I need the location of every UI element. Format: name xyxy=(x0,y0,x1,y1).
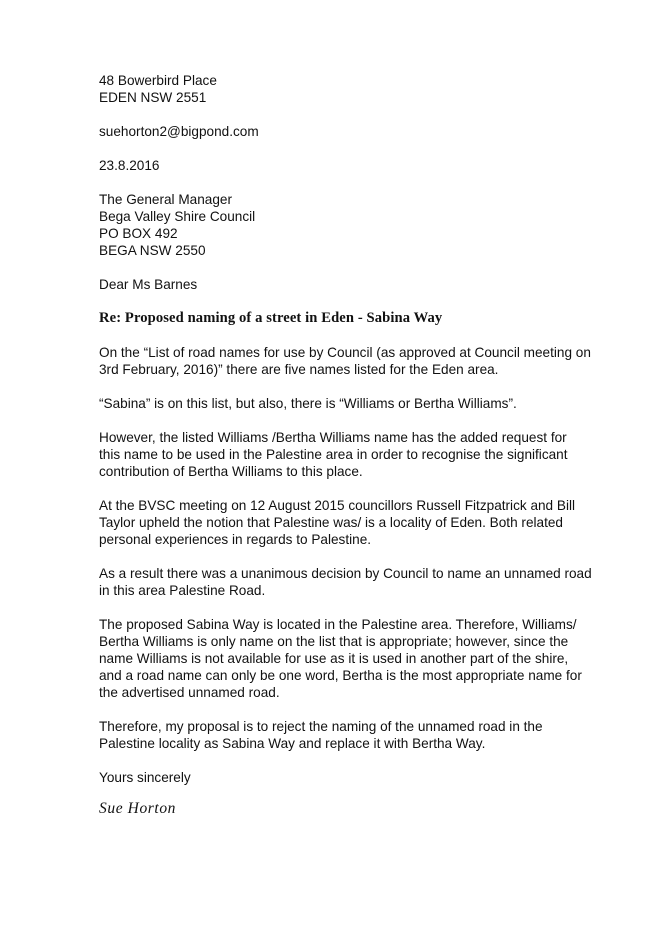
paragraph-line: Palestine locality as Sabina Way and replace it with Bertha Way. xyxy=(99,736,486,751)
recipient-line: The General Manager xyxy=(99,192,232,207)
recipient-block xyxy=(99,191,602,259)
paragraph-line: this name to be used in the Palestine area in order to recognise the significant xyxy=(99,447,568,462)
signature: Sue Horton xyxy=(99,800,177,817)
paragraph-line: The proposed Sabina Way is located in the Palestine area. Therefore, Williams/ xyxy=(99,617,577,632)
salutation: Dear Ms Barnes xyxy=(99,277,198,292)
paragraph-line: name Williams is not available for use as it is used in another part of the shire, xyxy=(99,651,569,666)
paragraph-line: 3rd February, 2016)” there are five names listed for the Eden area. xyxy=(99,362,499,377)
sender-address-line: 48 Bowerbird Place xyxy=(99,73,217,88)
sender-address-line: EDEN NSW 2551 xyxy=(99,90,207,105)
recipient-line: Bega Valley Shire Council xyxy=(99,209,256,224)
closing: Yours sincerely xyxy=(99,770,191,785)
paragraph-line: Therefore, my proposal is to reject the naming of the unnamed road in the xyxy=(99,719,543,734)
paragraph-line: On the “List of road names for use by Council (as approved at Council meeting on xyxy=(99,345,591,360)
sender-block xyxy=(99,72,602,106)
paragraph-line: personal experiences in regards to Palestine. xyxy=(99,532,372,547)
paragraph-line: At the BVSC meeting on 12 August 2015 councillors Russell Fitzpatrick and Bill xyxy=(99,498,576,513)
recipient-line: PO BOX 492 xyxy=(99,226,178,241)
body-paragraph xyxy=(99,497,602,548)
body-paragraph xyxy=(99,616,602,701)
paragraph-line: However, the listed Williams /Bertha Williams name has the added request for xyxy=(99,430,567,445)
sender-email: suehorton2@bigpond.com xyxy=(99,124,259,139)
body-paragraph xyxy=(99,718,602,752)
paragraph-line: As a result there was a unanimous decision by Council to name an unnamed road xyxy=(99,566,592,581)
paragraph-line: Bertha Williams is only name on the list that is appropriate; however, since the xyxy=(99,634,569,649)
paragraph-line: Taylor upheld the notion that Palestine was/ is a locality of Eden. Both related xyxy=(99,515,563,530)
paragraph-line: “Sabina” is on this list, but also, there is “Williams or Bertha Williams”. xyxy=(99,396,517,411)
body-paragraph xyxy=(99,344,602,378)
body-paragraph xyxy=(99,565,602,599)
paragraph-line: and a road name can only be one word, Bertha is the most appropriate name for xyxy=(99,668,582,683)
body-paragraph xyxy=(99,429,602,480)
body-paragraph xyxy=(99,395,602,412)
subject-line: Re: Proposed naming of a street in Eden - Sabina Way xyxy=(99,310,443,326)
letter-date: 23.8.2016 xyxy=(99,158,160,173)
paragraph-line: contribution of Bertha Williams to this place. xyxy=(99,464,363,479)
paragraph-line: in this area Palestine Road. xyxy=(99,583,266,598)
paragraph-line: the advertised unnamed road. xyxy=(99,685,280,700)
recipient-line: BEGA NSW 2550 xyxy=(99,243,206,258)
